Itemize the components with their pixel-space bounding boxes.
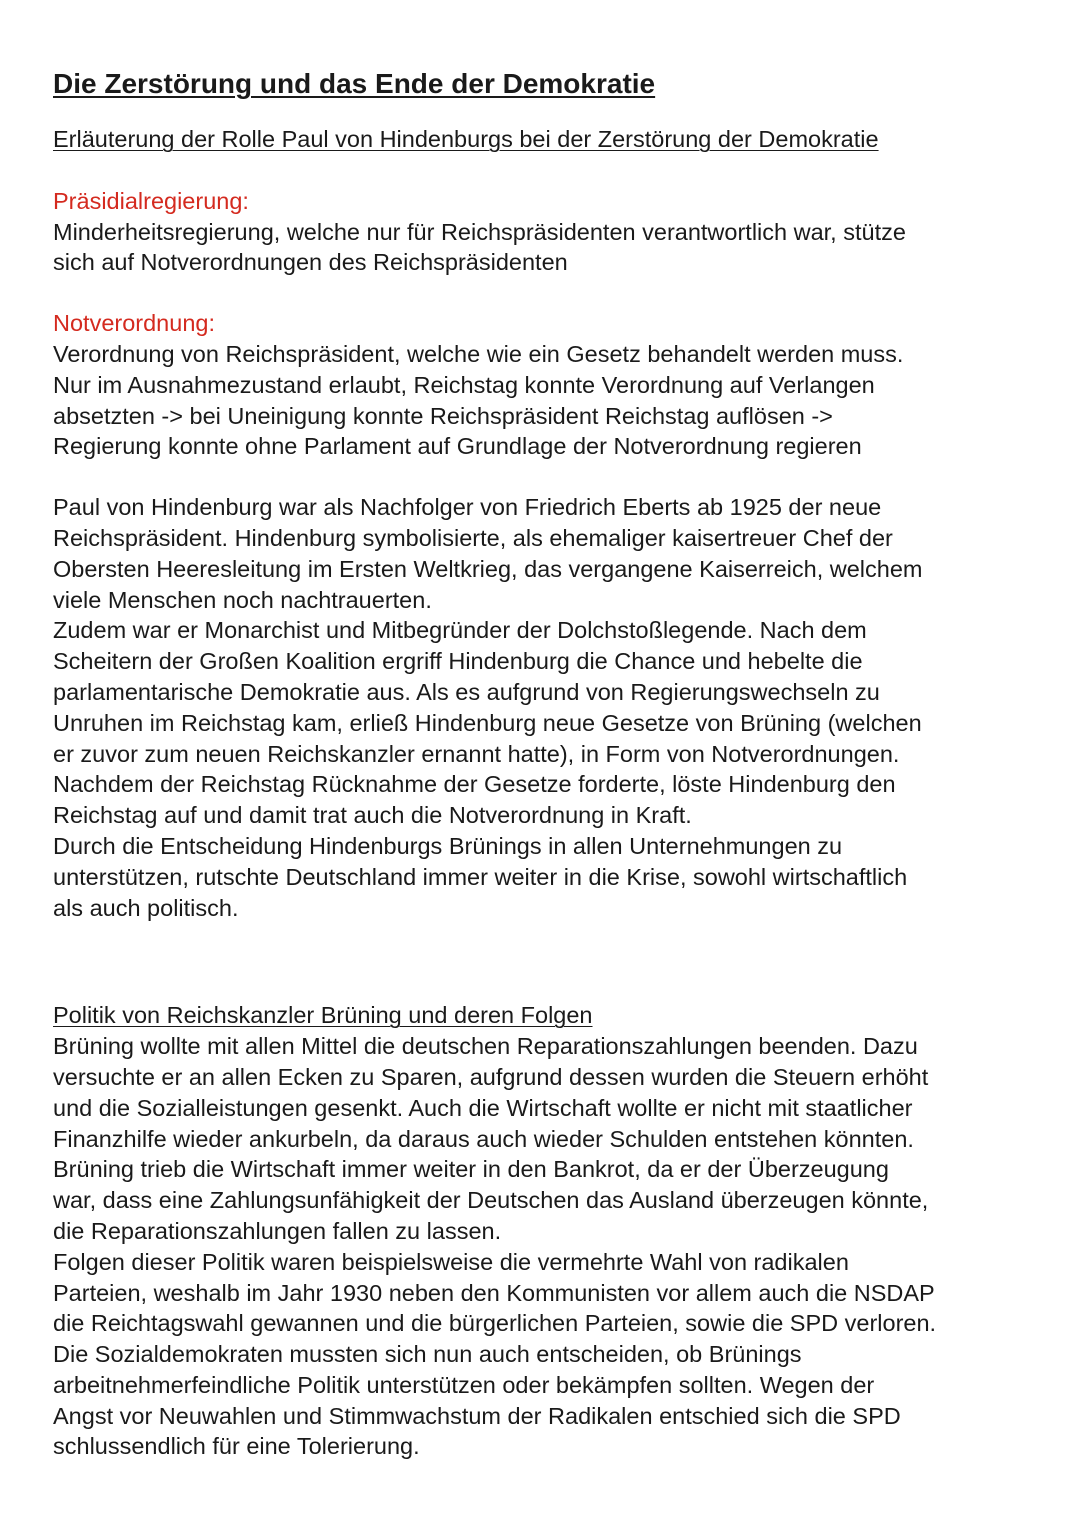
document-title: Die Zerstörung und das Ende der Demokratie bbox=[53, 68, 656, 99]
section-body-bruening: Brüning wollte mit allen Mittel die deutschen Reparationszahlungen beenden. Dazu versuchte er an allen Ecken zu Sparen, aufgrund dessen wurden die Steuern erhöht und die Sozialleistungen gesenkt. Auch die Wirtschaft wollte er nicht mit staatlicher Finanzhilfe wieder ankurbeln, da daraus auch wieder Schulden entstehen könnten. Brüning trieb die Wirtschaft immer weiter in den Bankrot, da er der Überzeugung war, dass eine Zahlungsunfähigkeit der Deutschen das Ausland überzeugen könnte, die Reparationszahlungen fallen zu lassen. Folgen dieser Politik waren beispielsweise die vermehrte Wahl von radikalen Parteien, weshalb im Jahr 1930 neben den Kommunisten vor allem auch die NSDAP die Reichtagswahl gewannen und die bürgerlichen Parteien, sowie die SPD verloren. Die Sozialdemokraten mussten sich nun auch entscheiden, ob Brünings arbeitnehmerfeindliche Politik unterstützen oder bekämpfen sollten. Wegen der Angst vor Neuwahlen und Stimmwachstum der Radikalen entschied sich die SPD schlussendlich für eine Tolerierung. bbox=[53, 1033, 937, 1460]
document-page bbox=[53, 64, 1043, 1462]
term-label-notverordnung: Notverordnung: bbox=[53, 310, 215, 337]
term-definition-praesidialregierung: Minderheitsregierung, welche nur für Reichspräsidenten verantwortlich war, stütze sich auf Notverordnungen des Reichspräsidenten bbox=[53, 218, 906, 276]
term-label-praesidialregierung: Präsidialregierung: bbox=[53, 187, 249, 214]
section-heading-hindenburg: Erläuterung der Rolle Paul von Hindenburgs bei der Zerstörung der Demokratie bbox=[53, 126, 879, 152]
section-heading-bruening: Politik von Reichskanzler Brüning und deren Folgen bbox=[53, 1002, 593, 1029]
term-definition-notverordnung: Verordnung von Reichspräsident, welche wie ein Gesetz behandelt werden muss. Nur im Ausnahmezustand erlaubt, Reichstag konnte Verordnung auf Verlangen absetzten -> bei Uneinigung konnte Reichspräsident Reichstag auflösen -> Regierung konnte ohne Parlament auf Grundlage der Notverordnung regieren bbox=[53, 340, 904, 460]
section-body-hindenburg: Paul von Hindenburg war als Nachfolger von Friedrich Eberts ab 1925 der neue Reichspräsident. Hindenburg symbolisierte, als ehemaliger kaisertreuer Chef der Obersten Heeresleitung im Ersten Weltkrieg, das vergangene Kaiserreich, welchem viele Menschen noch nachtrauerten. Zudem war er Monarchist und Mitbegründer der Dolchstoßlegende. Nach dem Scheitern der Großen Koalition ergriff Hindenburg die Chance und hebelte die parlamentarische Demokratie aus. Als es aufgrund von Regierungswechseln zu Unruhen im Reichstag kam, erließ Hindenburg neue Gesetze von Brüning (welchen er zuvor zum neuen Reichskanzler ernannt hatte), in Form von Notverordnungen. Nachdem der Reichstag Rücknahme der Gesetze forderte, löste Hindenburg den Reichstag auf und damit trat auch die Notverordnung in Kraft. Durch die Entscheidung Hindenburgs Brünings in allen Unternehmungen zu unterstützen, rutschte Deutschland immer weiter in die Krise, sowohl wirtschaftlich als auch politisch. bbox=[53, 494, 923, 921]
